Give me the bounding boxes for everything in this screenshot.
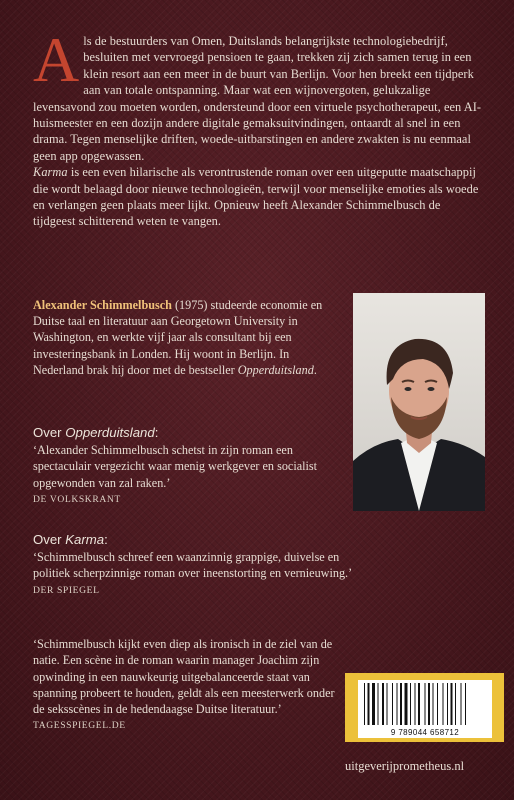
barcode-bar: [378, 683, 379, 725]
review-text: ‘Schimmelbusch kijkt even diep als ironisch in de ziel van de natie. Een scène in de roman waarin manager Joachim zijn opwinding in een nauwkeurig uitgebalanceerde staat van spanning probeert te houden, geldt als een meesterwerk onder de seksscènes in de hedendaagse Duitse literatuur.’: [33, 637, 335, 717]
barcode-bar: [437, 683, 438, 725]
barcode-bar: [418, 683, 420, 725]
barcode-bar: [397, 683, 398, 725]
author-photo: [353, 293, 485, 511]
author-name: Alexander Schimmelbusch: [33, 298, 172, 312]
barcode-bar: [415, 683, 416, 725]
barcode-bar: [461, 683, 462, 725]
barcode-bar: [387, 683, 388, 725]
review-text: ‘Schimmelbusch schreef een waanzinnig grappige, duivelse en politiek scherpzinnige roman over ineenstorting en vernieuwing.’: [33, 550, 353, 581]
barcode-bar: [425, 683, 426, 725]
isbn-number: 9 789044 658712: [390, 728, 460, 737]
barcode-bar: [443, 683, 444, 725]
barcode-bar: [465, 683, 466, 725]
blurb-paragraph-2: [33, 164, 485, 230]
barcode-bar: [451, 683, 453, 725]
barcode-bar: [372, 683, 375, 725]
barcode-panel: [345, 673, 504, 742]
author-bio: [33, 297, 338, 378]
blurb: [33, 24, 485, 230]
review-source: DER SPIEGEL: [33, 584, 100, 596]
blurb-text-1: ls de bestuurders van Omen, Duitslands belangrijkste technologiebedrijf, besluiten met vervroegd pensioen te gaan, trekken zij zich samen terug in een klein resort aan een meer in de buurt van Berlijn. Voor hen breekt een tijdperk aan van totale ontspanning. Maar wat een wijnovergoten, gelukzalige levensavond zou moeten worden, ondersteund door een virtuele psychotherapeut, een AI-huismeester en een dozijn andere digitale gemaksuitvindingen, ontaardt al snel in een drama. Tegen menselijke driften, woede-uitbarstingen en andere zwakten is nu eenmaal geen app opgewassen.: [33, 34, 482, 163]
barcode-bar: [400, 683, 402, 725]
bio-book-title: Opperduitsland: [237, 362, 314, 377]
barcode-bar: [405, 683, 408, 725]
review-quote-3: [33, 636, 343, 731]
drop-cap: A: [33, 24, 80, 95]
barcode-bar: [433, 683, 434, 725]
blurb-paragraph-1: [33, 24, 485, 164]
barcode-bar: [428, 683, 430, 725]
publisher-url: uitgeverijprometheus.nl: [345, 759, 465, 773]
review-heading-suffix: :: [154, 425, 159, 440]
barcode-bar: [410, 683, 411, 725]
bio-end: .: [313, 362, 317, 377]
barcode-bars: [362, 683, 488, 725]
barcode-bar: [364, 683, 365, 725]
review-heading-book: Opperduitsland: [65, 425, 155, 440]
review-heading: [33, 532, 353, 547]
review-heading-prefix: Over: [33, 425, 66, 440]
review-source: DE VOLKSKRANT: [33, 493, 121, 505]
review-quote-2: [33, 532, 353, 596]
review-text: ‘Alexander Schimmelbusch schetst in zijn roman een spectaculair vergezicht waar menig werkgever en socialist opgewonden van zal raken.’: [33, 443, 318, 490]
bio-text: (1975) studeerde economie en Duitse taal en literatuur aan Georgetown University in Washington, en werkte vijf jaar als consultant bij een investeringsbank in Londen. Hij woont in Berlijn. In Nederland brak hij door met de bestseller: [33, 298, 323, 377]
barcode-bar: [368, 683, 370, 725]
review-heading: [33, 425, 353, 440]
review-heading-book: Karma: [65, 532, 105, 547]
review-source: TAGESSPIEGEL.DE: [33, 720, 126, 732]
review-quote-1: [33, 425, 353, 505]
barcode: [358, 680, 492, 738]
barcode-bar: [382, 683, 384, 725]
blurb-book-title: Karma: [33, 165, 68, 180]
review-heading-prefix: Over: [33, 532, 66, 547]
barcode-bar: [447, 683, 448, 725]
barcode-bar: [455, 683, 456, 725]
barcode-bar: [392, 683, 393, 725]
review-heading-suffix: :: [104, 532, 108, 547]
blurb-text-2: is een even hilarische als verontrustende roman over een uitgeputte maatschappij die wordt belaagd door nieuwe technologieën, terwijl voor menselijke emoties als woede en verlangen geen plaats meer lijkt. Opnieuw heeft Alexander Schimmelbusch de tijdgeest schitterend weten te vangen.: [33, 165, 479, 229]
